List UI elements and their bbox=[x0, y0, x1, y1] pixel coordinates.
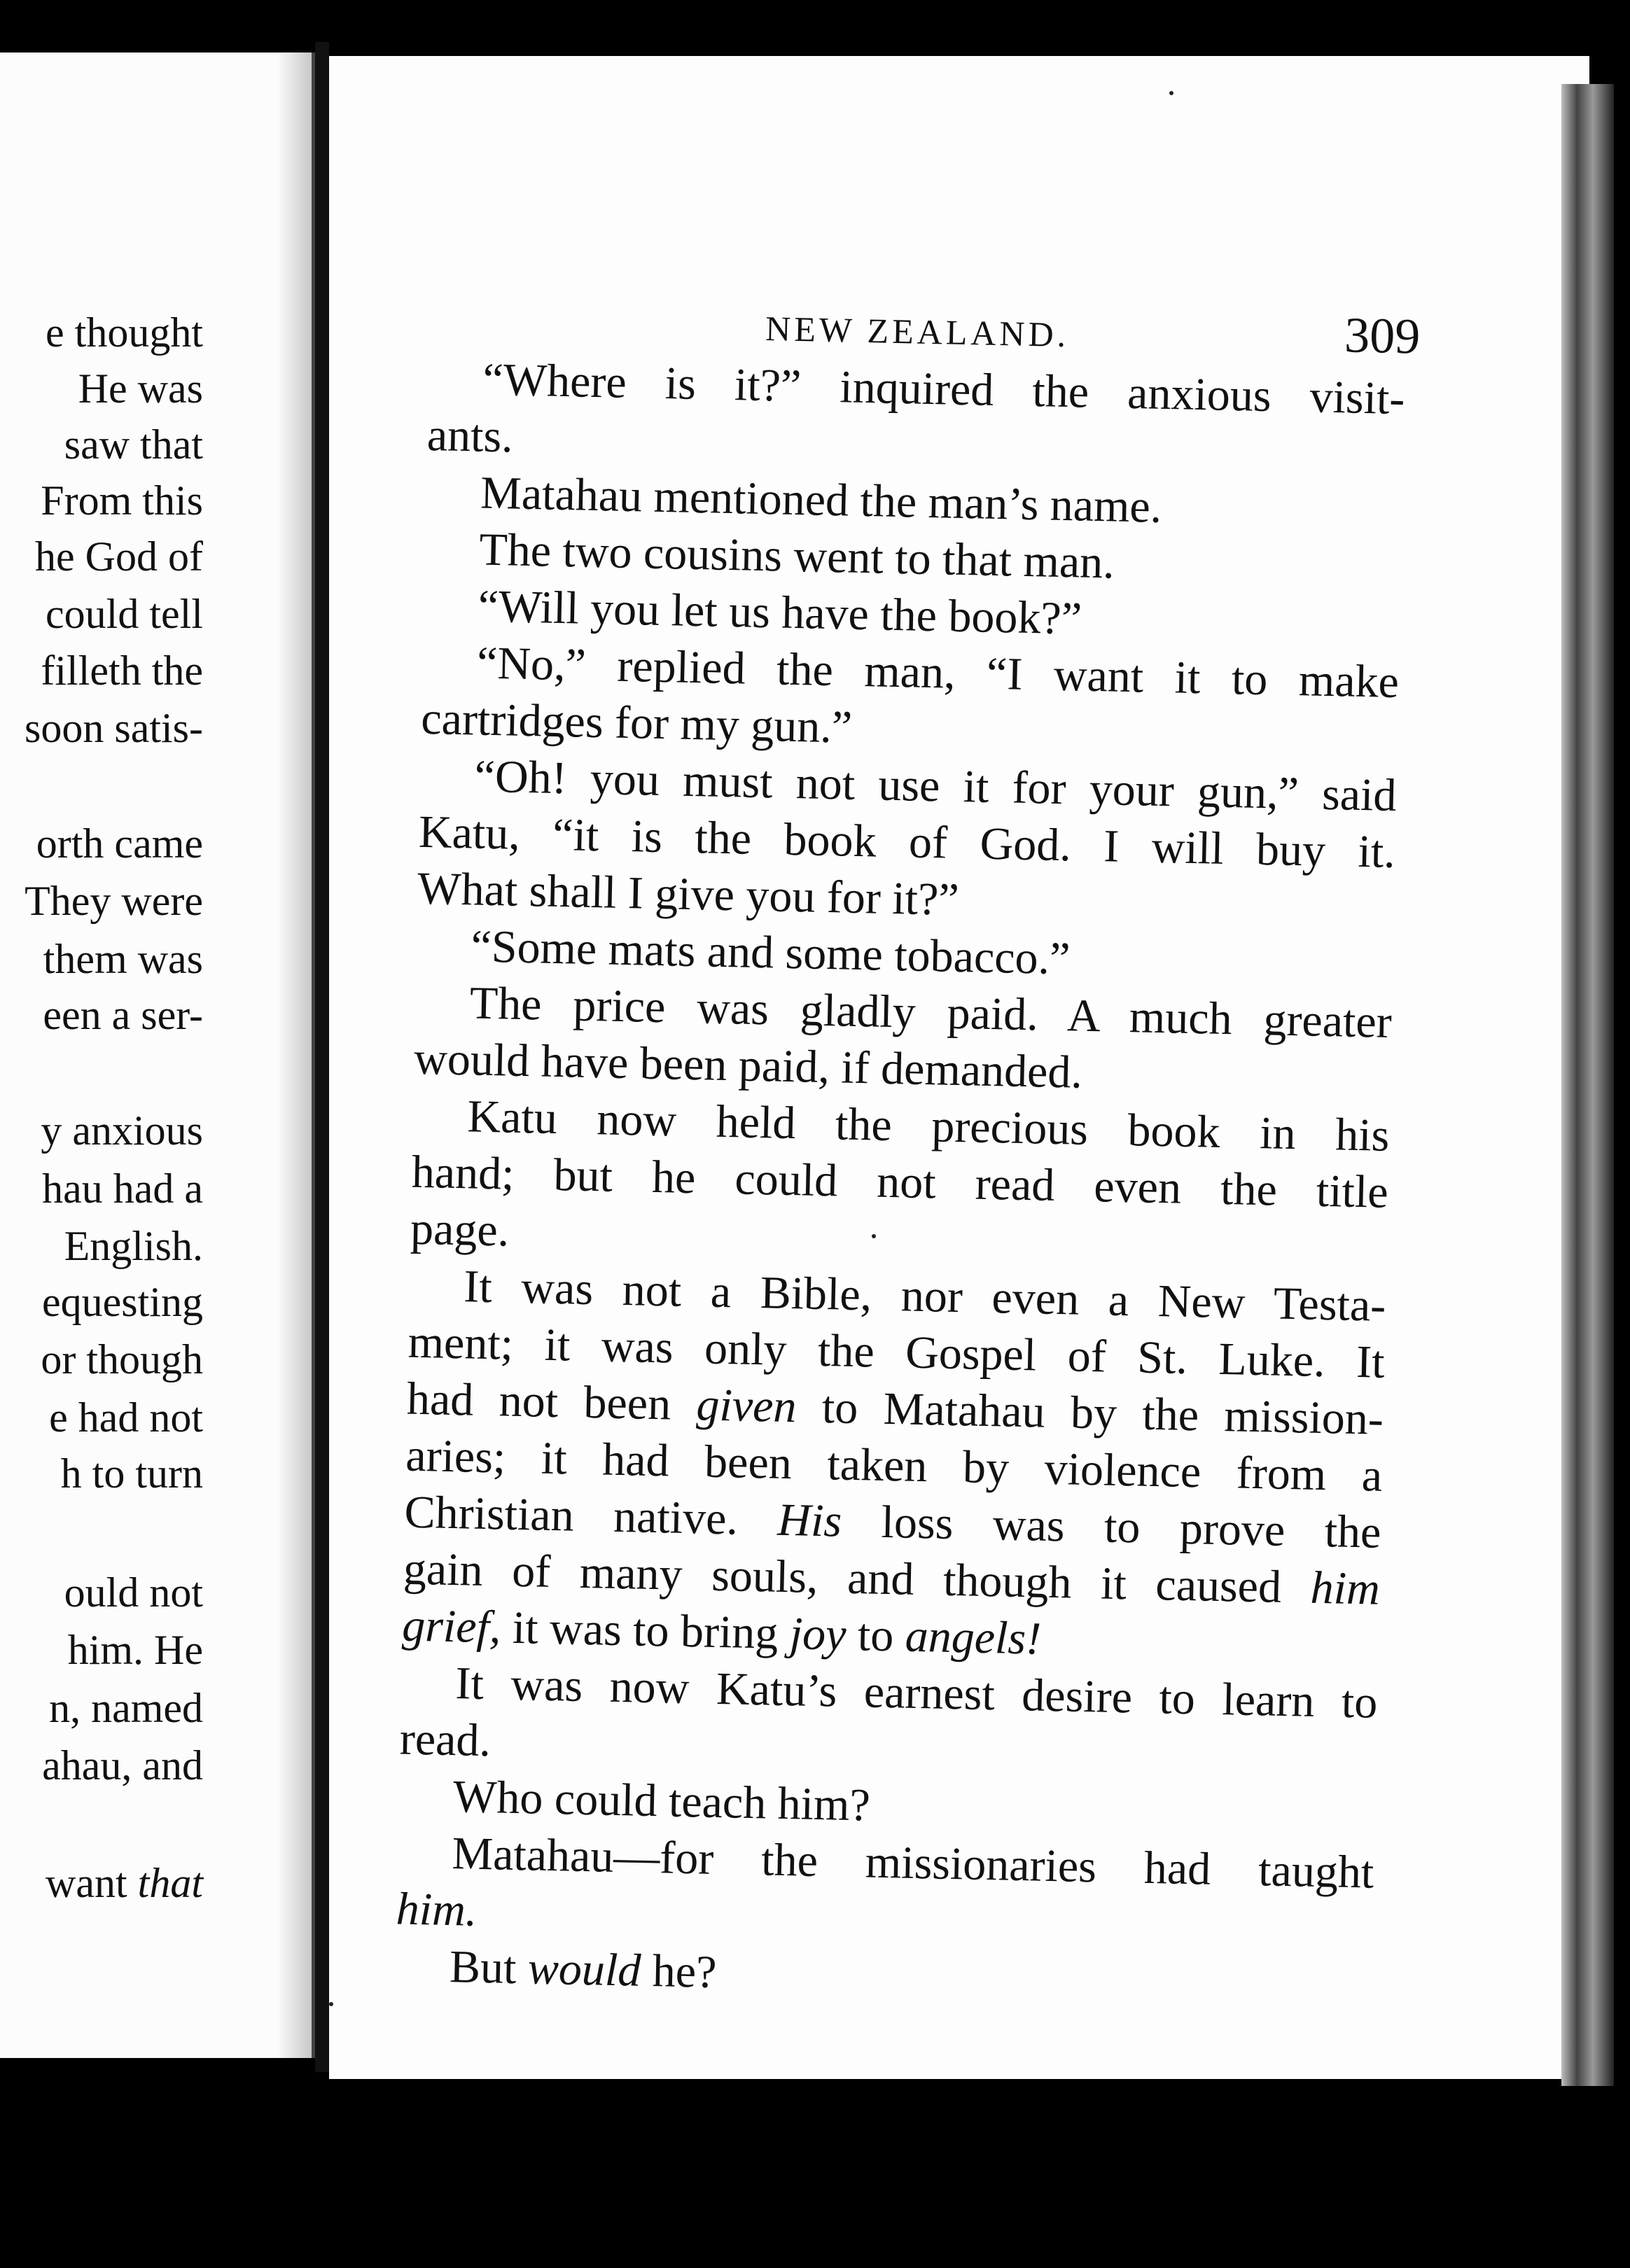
page-number: 309 bbox=[1344, 307, 1421, 365]
text-line: The two cousins went to that man. bbox=[478, 524, 1115, 589]
text-line: grief, it was to bring joy to angels! bbox=[401, 1600, 1042, 1665]
left-page-line: He was bbox=[78, 365, 203, 412]
text-line: Matahau mentioned the man’s name. bbox=[480, 467, 1162, 533]
text-line: gain of many souls, and though it caused him bbox=[403, 1543, 1381, 1615]
left-page-line: want that bbox=[46, 1860, 203, 1906]
text-line: aries; it had been taken by violence from a bbox=[405, 1429, 1383, 1502]
page-edge-shadow bbox=[1561, 84, 1614, 2086]
text-line: Christian native. His loss was to prove the bbox=[403, 1486, 1382, 1558]
left-page-line: From this bbox=[41, 477, 203, 524]
left-page-line: he God of bbox=[35, 533, 203, 580]
left-page-line: e had not bbox=[49, 1394, 203, 1441]
scan-speck bbox=[329, 2002, 333, 2006]
left-page-line: soon satis- bbox=[25, 705, 203, 751]
left-page-line: him. He bbox=[67, 1627, 203, 1673]
left-page-shadow bbox=[277, 52, 319, 2058]
text-line: But would he? bbox=[449, 1941, 718, 1998]
text-line: The price was gladly paid. A much greater bbox=[469, 977, 1393, 1048]
text-line: cartridges for my gun.” bbox=[420, 692, 853, 753]
left-page-line: saw that bbox=[64, 421, 203, 468]
text-line: “Will you let us have the book?” bbox=[478, 580, 1082, 645]
right-page bbox=[329, 56, 1589, 2079]
left-page-line: een a ser- bbox=[43, 992, 203, 1038]
left-page-line: English. bbox=[64, 1223, 203, 1269]
left-page-line: y anxious bbox=[41, 1107, 203, 1154]
left-page-line: hau had a bbox=[42, 1166, 203, 1212]
left-page-line: orth came bbox=[36, 820, 203, 867]
text-line: What shall I give you for it?” bbox=[417, 862, 960, 925]
left-page-line: h to turn bbox=[60, 1450, 203, 1497]
text-line: Katu, “it is the book of God. I will buy it. bbox=[418, 806, 1396, 878]
scan-speck bbox=[872, 1234, 876, 1238]
scan-speck bbox=[1169, 91, 1173, 95]
left-page-line: them was bbox=[43, 936, 203, 982]
text-line: It was now Katu’s earnest desire to learn to bbox=[454, 1658, 1379, 1728]
left-page bbox=[0, 52, 316, 2058]
text-line: read. bbox=[399, 1713, 492, 1767]
text-line: him. bbox=[396, 1883, 478, 1936]
running-head: NEW ZEALAND. bbox=[765, 309, 1070, 355]
text-line: ants. bbox=[426, 409, 514, 463]
left-page-line: They were bbox=[25, 878, 203, 924]
text-line: Who could teach him? bbox=[452, 1771, 871, 1831]
left-page-line: ould not bbox=[64, 1569, 203, 1616]
text-line: hand; but he could not read even the title bbox=[411, 1146, 1389, 1218]
text-line: It was not a Bible, nor even a New Testa- bbox=[463, 1261, 1386, 1331]
text-line: “Some mats and some tobacco.” bbox=[470, 920, 1071, 985]
left-page-line: ahau, and bbox=[42, 1742, 203, 1788]
text-line: had not been given to Matahau by the mission- bbox=[406, 1373, 1384, 1445]
left-page-line: or though bbox=[41, 1336, 203, 1382]
text-line: Katu now held the precious book in his bbox=[466, 1091, 1391, 1161]
text-line: Matahau—for the missionaries had taught bbox=[451, 1828, 1374, 1898]
text-line: “No,” replied the man, “I want it to make bbox=[476, 637, 1400, 708]
text-line: “Oh! you must not use it for your gun,” said bbox=[473, 750, 1398, 822]
text-line: “Where is it?” inquired the anxious visit- bbox=[482, 354, 1406, 425]
text-line: ment; it was only the Gospel of St. Luke. It bbox=[408, 1316, 1386, 1388]
left-page-line: could tell bbox=[46, 591, 203, 637]
left-page-line: filleth the bbox=[41, 648, 203, 694]
text-block bbox=[394, 350, 1405, 2015]
book-gutter bbox=[315, 42, 329, 2072]
text-line: would have been paid, if demanded. bbox=[413, 1032, 1083, 1098]
text-line: page. bbox=[410, 1203, 510, 1256]
page-body bbox=[394, 266, 1421, 2015]
left-page-line: e thought bbox=[46, 309, 203, 356]
left-page-line: n, named bbox=[49, 1685, 203, 1731]
left-page-line: equesting bbox=[42, 1279, 203, 1325]
